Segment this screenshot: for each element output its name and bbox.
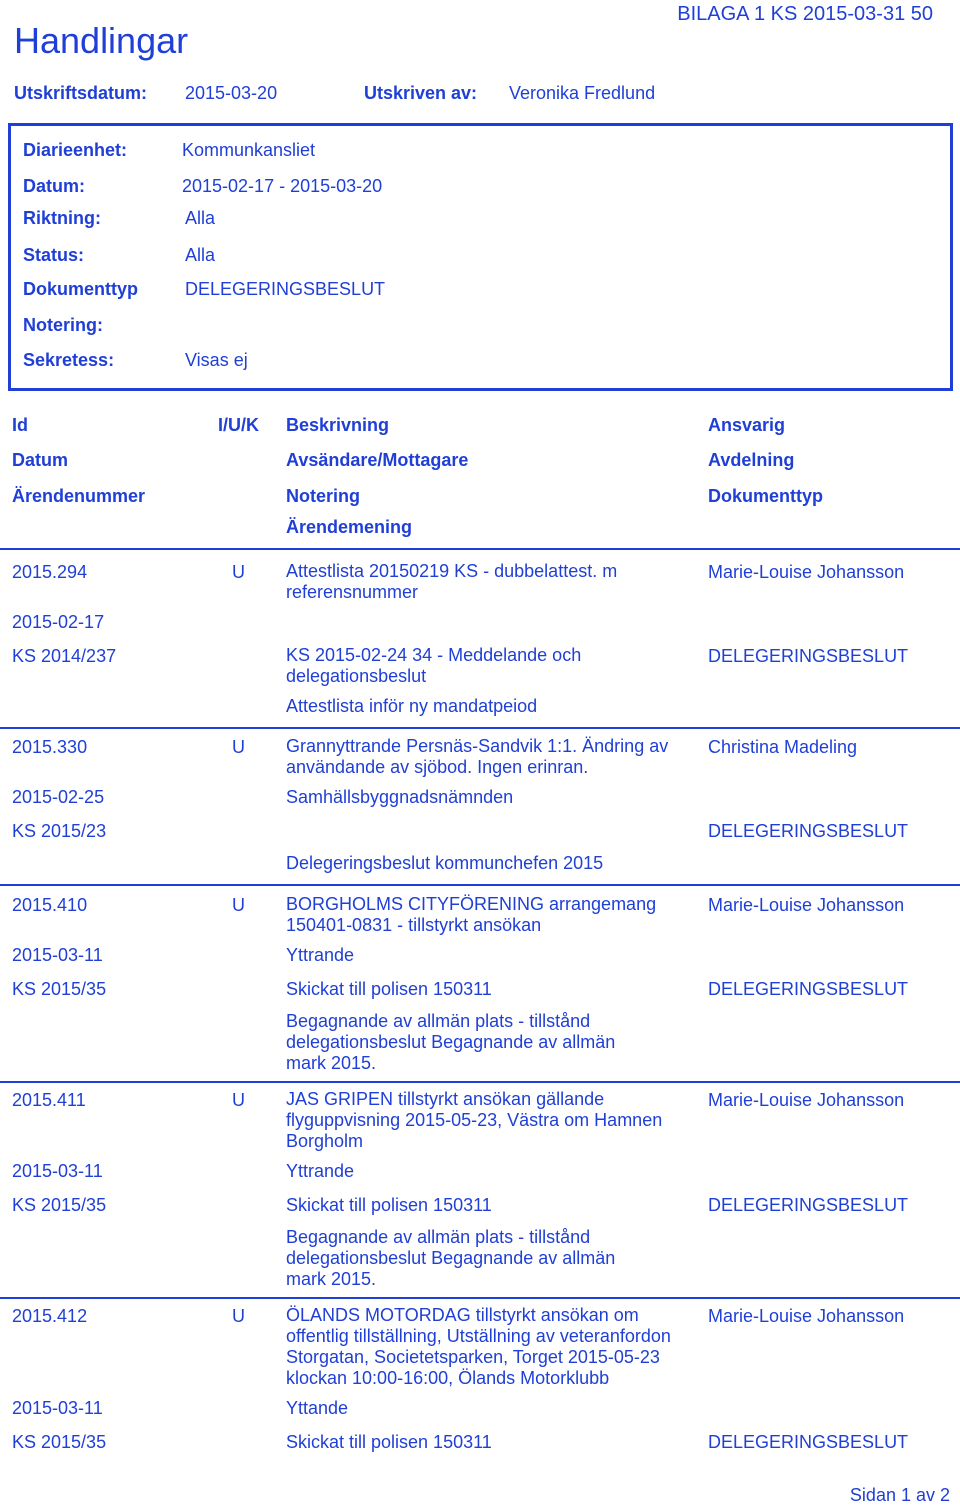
record-avsandare: Yttande <box>286 1398 349 1418</box>
record-divider <box>0 1081 960 1083</box>
column-header-iuk: I/U/K <box>218 415 260 435</box>
column-header-notering: Notering <box>286 486 360 506</box>
record-notering: KS 2015-02-24 34 - Meddelande och delegationsbeslut <box>286 645 582 686</box>
column-header-avsandare: Avsändare/Mottagare <box>286 450 469 470</box>
record-iuk: U <box>232 1306 245 1326</box>
record-arendemening: Attestlista inför ny mandatpeiod <box>286 696 538 716</box>
record-beskrivning: ÖLANDS MOTORDAG tillstyrkt ansökan om offentlig tillställning, Utställning av veteranfordon Storgatan, Societetsparken, Torget 2015-05-23 klockan 10:00-16:00, Ölands Motorklubb <box>286 1305 671 1388</box>
record-arendenummer: KS 2015/35 <box>12 979 107 999</box>
criteria-label: Datum: <box>23 176 85 196</box>
printed-by-label: Utskriven av: <box>364 83 478 103</box>
record-dokumenttyp: DELEGERINGSBESLUT <box>708 1432 909 1452</box>
criteria-value: Alla <box>185 245 216 265</box>
record-id: 2015.410 <box>12 895 88 915</box>
attachment-reference: BILAGA 1 KS 2015-03-31 50 <box>677 3 933 25</box>
record-arendenummer: KS 2015/23 <box>12 821 107 841</box>
record-divider <box>0 1297 960 1299</box>
column-header-beskrivning: Beskrivning <box>286 415 390 435</box>
record-datum: 2015-02-17 <box>12 612 105 632</box>
record-beskrivning: JAS GRIPEN tillstyrkt ansökan gällande flyguppvisning 2015-05-23, Västra om Hamnen Borgholm <box>286 1089 663 1151</box>
record-arendemening: Begagnande av allmän plats - tillstånd delegationsbeslut Begagnande av allmän mark 2015. <box>286 1227 616 1289</box>
print-date: 2015-03-20 <box>185 83 278 103</box>
record-ansvarig: Christina Madeling <box>708 737 858 757</box>
criteria-label: Sekretess: <box>23 350 115 370</box>
record-beskrivning: BORGHOLMS CITYFÖRENING arrangemang 150401-0831 - tillstyrkt ansökan <box>286 894 657 935</box>
column-header-dokumenttyp: Dokumenttyp <box>708 486 824 506</box>
record-id: 2015.412 <box>12 1306 88 1326</box>
criteria-label: Status: <box>23 245 85 265</box>
record-beskrivning: Grannyttrande Persnäs-Sandvik 1:1. Ändring av användande av sjöbod. Ingen erinran. <box>286 736 669 777</box>
column-header-ansvarig: Ansvarig <box>708 415 786 435</box>
record-dokumenttyp: DELEGERINGSBESLUT <box>708 1195 909 1215</box>
record-dokumenttyp: DELEGERINGSBESLUT <box>708 646 909 666</box>
criteria-value: DELEGERINGSBESLUT <box>185 279 386 299</box>
record-datum: 2015-02-25 <box>12 787 105 807</box>
column-header-arendemening: Ärendemening <box>286 517 413 537</box>
print-date-label: Utskriftsdatum: <box>14 83 148 103</box>
criteria-value: 2015-02-17 - 2015-03-20 <box>182 176 383 196</box>
criteria-label: Riktning: <box>23 208 101 228</box>
record-arendenummer: KS 2015/35 <box>12 1432 107 1452</box>
record-datum: 2015-03-11 <box>12 1398 103 1418</box>
record-iuk: U <box>232 562 245 582</box>
criteria-value: Visas ej <box>185 350 248 370</box>
record-avsandare: Yttrande <box>286 1161 355 1181</box>
record-arendemening: Begagnande av allmän plats - tillstånd delegationsbeslut Begagnande av allmän mark 2015. <box>286 1011 616 1073</box>
column-header-id: Id <box>12 415 28 435</box>
criteria-value: Alla <box>185 208 216 228</box>
record-beskrivning: Attestlista 20150219 KS - dubbelattest. m referensnummer <box>286 561 618 602</box>
criteria-value: Kommunkansliet <box>182 140 316 160</box>
column-header-datum: Datum <box>12 450 69 470</box>
record-arendenummer: KS 2014/237 <box>12 646 117 666</box>
record-arendemening: Delegeringsbeslut kommunchefen 2015 <box>286 853 604 873</box>
page-title: Handlingar <box>14 20 189 61</box>
record-id: 2015.294 <box>12 562 88 582</box>
column-header-avdelning: Avdelning <box>708 450 795 470</box>
record-notering: Skickat till polisen 150311 <box>286 1195 492 1215</box>
record-avsandare: Yttrande <box>286 945 355 965</box>
record-ansvarig: Marie-Louise Johansson <box>708 1090 905 1110</box>
criteria-label: Diarieenhet: <box>23 140 128 160</box>
record-ansvarig: Marie-Louise Johansson <box>708 562 905 582</box>
record-datum: 2015-03-11 <box>12 945 103 965</box>
column-header-arendenummer: Ärendenummer <box>12 486 146 506</box>
record-divider <box>0 727 960 729</box>
record-avsandare: Samhällsbyggnadsnämnden <box>286 787 514 807</box>
record-iuk: U <box>232 895 245 915</box>
criteria-label: Dokumenttyp <box>23 279 139 299</box>
record-iuk: U <box>232 1090 245 1110</box>
page-number: Sidan 1 av 2 <box>849 1485 950 1505</box>
record-divider <box>0 884 960 886</box>
criteria-label: Notering: <box>23 315 103 335</box>
record-ansvarig: Marie-Louise Johansson <box>708 1306 905 1326</box>
record-dokumenttyp: DELEGERINGSBESLUT <box>708 821 909 841</box>
record-notering: Skickat till polisen 150311 <box>286 1432 492 1452</box>
record-id: 2015.330 <box>12 737 88 757</box>
record-arendenummer: KS 2015/35 <box>12 1195 107 1215</box>
header-divider <box>0 548 960 550</box>
record-notering: Skickat till polisen 150311 <box>286 979 492 999</box>
record-id: 2015.411 <box>12 1090 86 1110</box>
search-criteria-box <box>8 123 953 391</box>
record-datum: 2015-03-11 <box>12 1161 103 1181</box>
record-dokumenttyp: DELEGERINGSBESLUT <box>708 979 909 999</box>
record-ansvarig: Marie-Louise Johansson <box>708 895 905 915</box>
printed-by: Veronika Fredlund <box>509 83 656 103</box>
record-iuk: U <box>232 737 245 757</box>
